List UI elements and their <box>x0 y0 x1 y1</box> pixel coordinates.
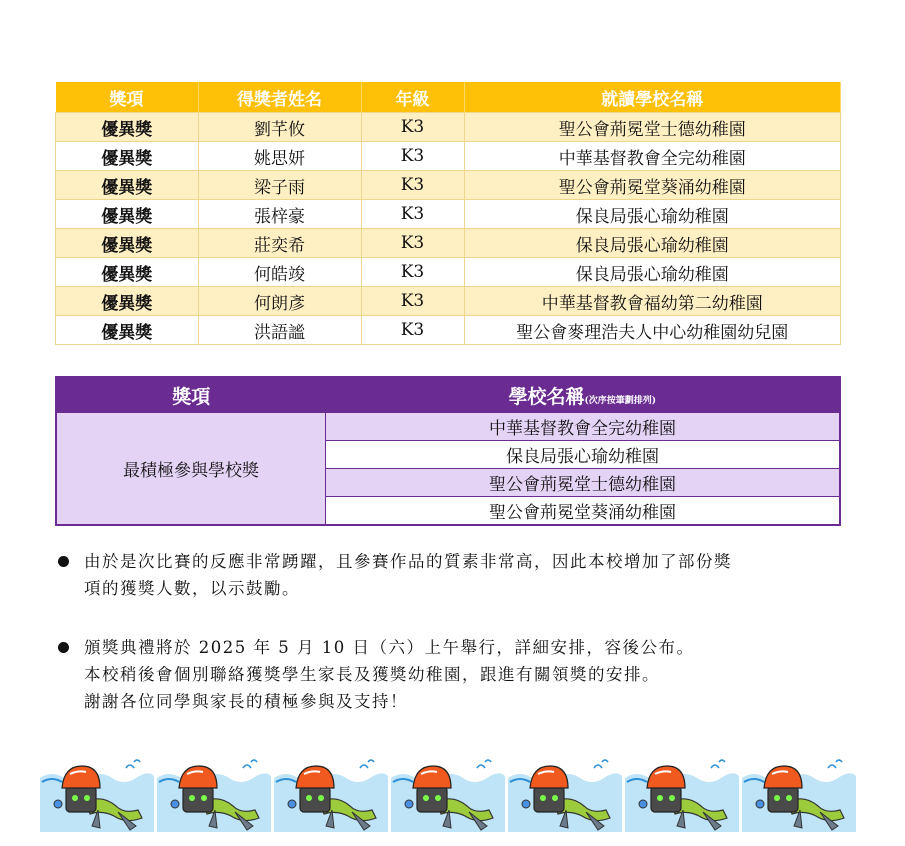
awards-header-row <box>56 82 841 113</box>
name-cell: 梁子雨 <box>198 171 361 200</box>
header-school-label: 學校名稱 <box>508 385 585 408</box>
name-cell: 莊奕希 <box>198 229 361 258</box>
awards-body <box>56 113 841 345</box>
awards-row <box>56 258 841 287</box>
award-cell: 優異獎 <box>56 258 199 287</box>
swimmer-illustration <box>38 748 154 834</box>
name-cell: 劉芊攸 <box>198 113 361 142</box>
award-cell: 優異獎 <box>56 113 199 142</box>
school-name: 聖公會荊冕堂士德幼稚園 <box>326 469 841 497</box>
school-cell: 保良局張心瑜幼稚園 <box>464 229 841 258</box>
note-1 <box>58 548 858 602</box>
school-name: 聖公會荊冕堂葵涌幼稚園 <box>326 497 841 526</box>
name-cell: 洪語謐 <box>198 316 361 345</box>
school-cell: 聖公會麥理浩夫人中心幼稚園幼兒園 <box>464 316 841 345</box>
swimmer-decoration-strip <box>38 748 858 834</box>
grade-cell: K3 <box>361 171 464 200</box>
school-cell: 保良局張心瑜幼稚園 <box>464 200 841 229</box>
header-school: 就讀學校名稱 <box>464 82 841 113</box>
name-cell: 何皓竣 <box>198 258 361 287</box>
header-name: 得獎者姓名 <box>198 82 361 113</box>
award-cell: 優異獎 <box>56 200 199 229</box>
awards-table <box>55 82 841 345</box>
award-cell: 優異獎 <box>56 287 199 316</box>
awards-row <box>56 113 841 142</box>
school-header-row <box>56 377 840 413</box>
header-award: 獎項 <box>56 82 199 113</box>
award-cell: 優異獎 <box>56 316 199 345</box>
school-row <box>56 413 840 441</box>
swimmer-illustration <box>155 748 271 834</box>
note-2 <box>58 634 858 715</box>
school-cell: 保良局張心瑜幼稚園 <box>464 258 841 287</box>
name-cell: 何朗彥 <box>198 287 361 316</box>
swimmer-illustration <box>740 748 856 834</box>
name-cell: 張梓豪 <box>198 200 361 229</box>
school-cell: 中華基督教會全完幼稚園 <box>464 142 841 171</box>
header-grade: 年級 <box>361 82 464 113</box>
awards-row <box>56 171 841 200</box>
swimmer-illustration <box>623 748 739 834</box>
note-2-line-3: 謝謝各位同學與家長的積極參與及支持！ <box>84 692 408 711</box>
grade-cell: K3 <box>361 258 464 287</box>
swimmer-illustration <box>506 748 622 834</box>
grade-cell: K3 <box>361 316 464 345</box>
swimmer-illustration <box>272 748 388 834</box>
grade-cell: K3 <box>361 287 464 316</box>
grade-cell: K3 <box>361 142 464 171</box>
school-award-name: 最積極參與學校獎 <box>56 413 326 526</box>
award-cell: 優異獎 <box>56 171 199 200</box>
school-name: 中華基督教會全完幼稚園 <box>326 413 841 441</box>
name-cell: 姚思妍 <box>198 142 361 171</box>
note-1-line-2: 項的獲獎人數，以示鼓勵。 <box>84 579 300 598</box>
award-cell: 優異獎 <box>56 142 199 171</box>
awards-row <box>56 287 841 316</box>
swimmer-illustration <box>389 748 505 834</box>
note-2-line-1: 頒獎典禮將於 2025 年 5 月 10 日（六）上午舉行，詳細安排，容後公布。 <box>84 638 695 657</box>
school-award-table <box>55 376 841 526</box>
school-cell: 聖公會荊冕堂葵涌幼稚園 <box>464 171 841 200</box>
note-1-line-1: 由於是次比賽的反應非常踴躍，且參賽作品的質素非常高，因此本校增加了部份獎 <box>84 552 732 571</box>
school-name: 保良局張心瑜幼稚園 <box>326 441 841 469</box>
bullet-icon <box>58 556 69 567</box>
header-award-2: 獎項 <box>56 377 326 413</box>
awards-row <box>56 316 841 345</box>
note-2-line-2: 本校稍後會個別聯絡獲獎學生家長及獲獎幼稚園，跟進有關領獎的安排。 <box>84 665 660 684</box>
bullet-icon <box>58 642 69 653</box>
header-school-name <box>326 377 841 413</box>
school-cell: 中華基督教會福幼第二幼稚園 <box>464 287 841 316</box>
awards-row <box>56 229 841 258</box>
school-cell: 聖公會荊冕堂士德幼稚園 <box>464 113 841 142</box>
grade-cell: K3 <box>361 229 464 258</box>
grade-cell: K3 <box>361 113 464 142</box>
grade-cell: K3 <box>361 200 464 229</box>
header-school-note: (次序按筆劃排列) <box>584 395 657 406</box>
awards-row <box>56 200 841 229</box>
award-cell: 優異獎 <box>56 229 199 258</box>
awards-row <box>56 142 841 171</box>
